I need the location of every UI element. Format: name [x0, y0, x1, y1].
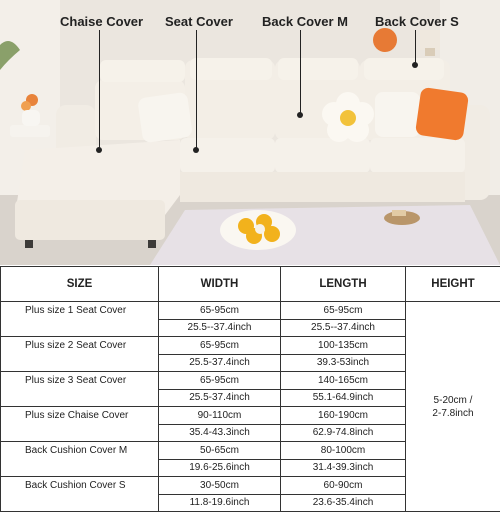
header-size: SIZE: [1, 267, 159, 302]
length-inch: 25.5--37.4inch: [281, 319, 406, 337]
table-header-row: [1, 267, 500, 302]
size-name-blank: [1, 424, 159, 442]
size-table: [0, 266, 500, 512]
seat-cover-label: Seat Cover: [165, 14, 233, 29]
width-cm: 65-95cm: [159, 302, 281, 320]
width-inch: 19.6-25.6inch: [159, 459, 281, 477]
length-inch: 31.4-39.3inch: [281, 459, 406, 477]
back-m-callout-dot: [297, 112, 303, 118]
header-height: HEIGHT: [406, 267, 500, 302]
size-name: Plus size 2 Seat Cover: [1, 337, 159, 355]
width-inch: 35.4-43.3inch: [159, 424, 281, 442]
width-cm: 50-65cm: [159, 442, 281, 460]
length-cm: 100-135cm: [281, 337, 406, 355]
back-cover-s-label: Back Cover S: [375, 14, 459, 29]
chaise-callout-line: [99, 30, 100, 148]
seat-callout-line: [196, 30, 197, 148]
width-inch: 25.5-37.4inch: [159, 354, 281, 372]
size-name-blank: [1, 354, 159, 372]
size-name: Plus size Chaise Cover: [1, 407, 159, 425]
back-s-callout-line: [415, 30, 416, 63]
size-name-blank: [1, 459, 159, 477]
size-name-blank: [1, 389, 159, 407]
length-cm: 65-95cm: [281, 302, 406, 320]
length-cm: 140-165cm: [281, 372, 406, 390]
chaise-callout-dot: [96, 147, 102, 153]
chaise-cover-label: Chaise Cover: [60, 14, 143, 29]
size-name: Back Cushion Cover S: [1, 477, 159, 495]
height-cm: 5-20cm /: [434, 395, 473, 406]
size-chart: [0, 266, 500, 497]
width-inch: 25.5--37.4inch: [159, 319, 281, 337]
length-inch: 62.9-74.8inch: [281, 424, 406, 442]
seat-callout-dot: [193, 147, 199, 153]
length-cm: 80-100cm: [281, 442, 406, 460]
back-cover-m-label: Back Cover M: [262, 14, 348, 29]
width-cm: 90-110cm: [159, 407, 281, 425]
length-cm: 160-190cm: [281, 407, 406, 425]
length-inch: 55.1-64.9inch: [281, 389, 406, 407]
width-cm: 30-50cm: [159, 477, 281, 495]
height-inch: 2-7.8inch: [432, 408, 473, 419]
length-inch: 39.3-53inch: [281, 354, 406, 372]
size-name: Plus size 1 Seat Cover: [1, 302, 159, 320]
back-m-callout-line: [300, 30, 301, 113]
width-inch: 11.8-19.6inch: [159, 494, 281, 512]
back-s-callout-dot: [412, 62, 418, 68]
size-name: Back Cushion Cover M: [1, 442, 159, 460]
size-name: Plus size 3 Seat Cover: [1, 372, 159, 390]
length-cm: 60-90cm: [281, 477, 406, 495]
width-inch: 25.5-37.4inch: [159, 389, 281, 407]
size-name-blank: [1, 319, 159, 337]
width-cm: 65-95cm: [159, 372, 281, 390]
length-inch: 23.6-35.4inch: [281, 494, 406, 512]
width-cm: 65-95cm: [159, 337, 281, 355]
table-row: [1, 302, 500, 320]
header-length: LENGTH: [281, 267, 406, 302]
header-width: WIDTH: [159, 267, 281, 302]
height-cell: [406, 302, 500, 512]
